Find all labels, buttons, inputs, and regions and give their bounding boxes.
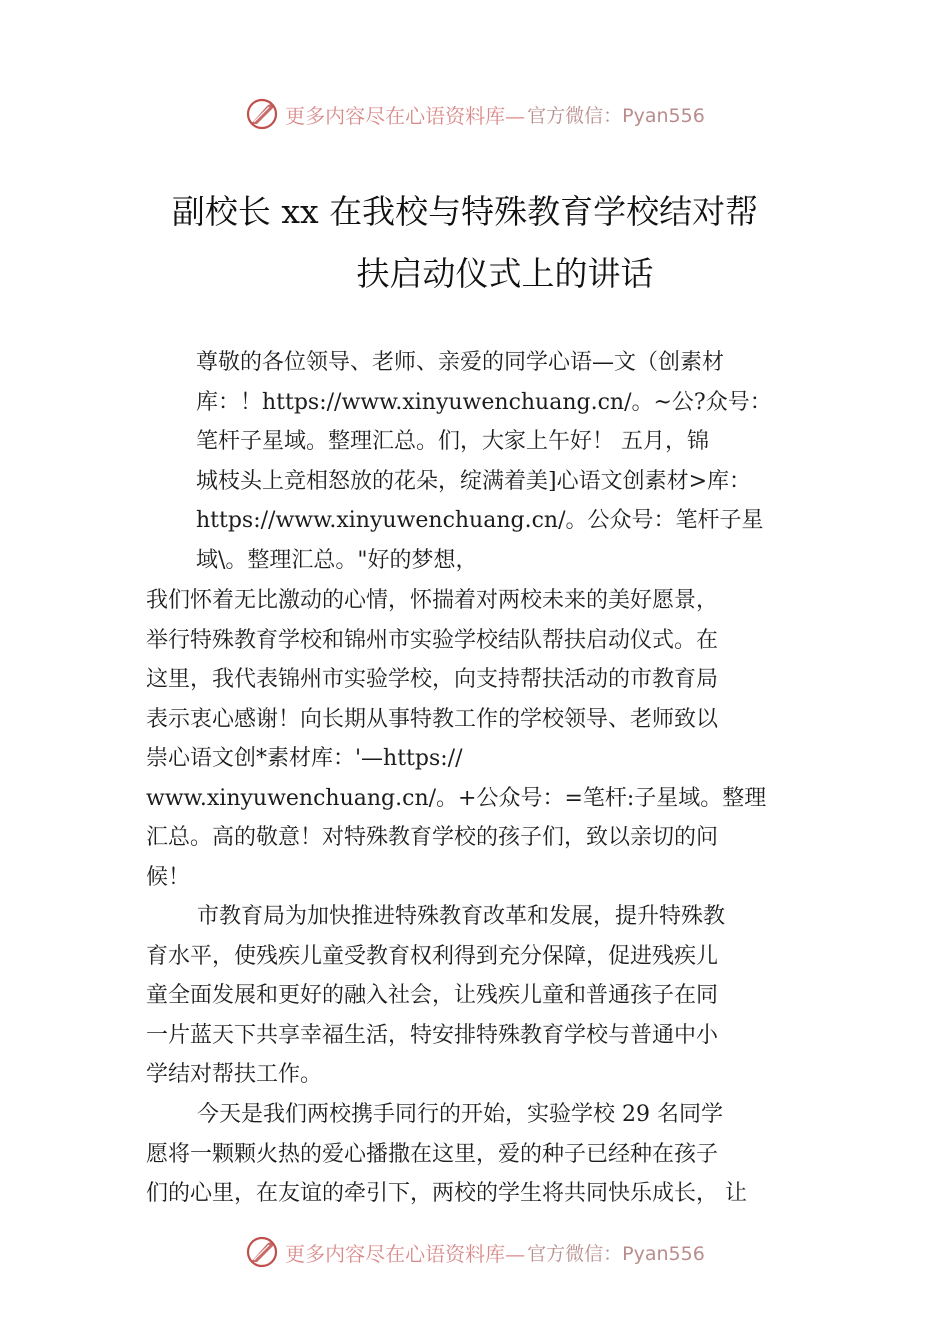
footer-banner [0, 1232, 950, 1272]
text-line: 举行特殊教育学校和锦州市实验学校结队帮扶启动仪式。在 [146, 627, 719, 653]
banner-wechat-text: 官方微信：Pyan556 [527, 1242, 705, 1265]
body-paragraph-2 [146, 897, 725, 1095]
text-line: 候！ [146, 864, 191, 890]
text-line: 愿将一颗颗火热的爱心播撒在这里，爱的种子已经种在孩子 [146, 1141, 719, 1167]
quill-logo-icon [245, 1235, 279, 1269]
text-line: 童全面发展和更好的融入社会，让残疾儿童和普通孩子在同 [146, 983, 719, 1008]
text-line: 一片蓝天下共享幸福生活，特安排特殊教育学校与普通中小 [146, 1022, 719, 1048]
text-line: 表示衷心感谢！向长期从事特教工作的学校领导、老师致以 [146, 706, 719, 732]
text-line: 笔杆子星域。整理汇总。们，大家上午好！ 五月，锦 [196, 429, 709, 454]
banner-main-text: 更多内容尽在心语资料库— [285, 103, 526, 128]
text-line: 汇总。高的敬意！对特殊教育学校的孩子们，致以亲切的问 [146, 825, 719, 850]
banner-wechat-text: 官方微信：Pyan556 [527, 104, 705, 127]
text-line: 学结对帮扶工作。 [146, 1062, 323, 1087]
text-line: 库：！https://www.xinyuwenchuang.cn/。~公?众号： [196, 389, 772, 415]
text-line: 我们怀着无比激动的心情，怀揣着对两校未来的美好愿景， [146, 588, 719, 613]
text-line: 尊敬的各位领导、老师、亲爱的同学心语—文（创素材 [196, 350, 725, 375]
quill-logo-icon [245, 97, 279, 131]
text-line: 育水平，使残疾儿童受教育权利得到充分保障，促进残疾儿 [146, 943, 719, 969]
body-paragraph-1 [146, 581, 766, 897]
text-line: https://www.xinyuwenchuang.cn/。公众号：笔杆子星 [196, 508, 764, 533]
intro-paragraph [196, 343, 772, 580]
text-line: 城枝头上竞相怒放的花朵，绽满着美]心语文创素材>库： [196, 468, 752, 494]
body-paragraph-3 [146, 1095, 747, 1214]
header-banner [0, 94, 950, 134]
text-line: 市教育局为加快推进特殊教育改革和发展，提升特殊教 [197, 904, 726, 929]
banner-main-text: 更多内容尽在心语资料库— [285, 1241, 526, 1266]
text-line: www.xinyuwenchuang.cn/。+公众号：=笔杆:子星域。整理 [146, 785, 767, 811]
text-line: 们的心里，在友谊的牵引下，两校的学生将共同快乐成长， 让 [146, 1181, 747, 1206]
text-line: 这里，我代表锦州市实验学校，向支持帮扶活动的市教育局 [146, 667, 719, 692]
page-title-line-1: 副校长 xx 在我校与特殊教育学校结对帮 [171, 192, 759, 231]
text-line: 域\。整理汇总。"好的梦想， [196, 547, 478, 573]
text-line: 崇心语文创*素材库：'—https:// [146, 746, 463, 771]
page-title-line-2: 扶启动仪式上的讲话 [356, 254, 654, 293]
text-line: 今天是我们两校携手同行的开始，实验学校 29 名同学 [197, 1102, 723, 1127]
